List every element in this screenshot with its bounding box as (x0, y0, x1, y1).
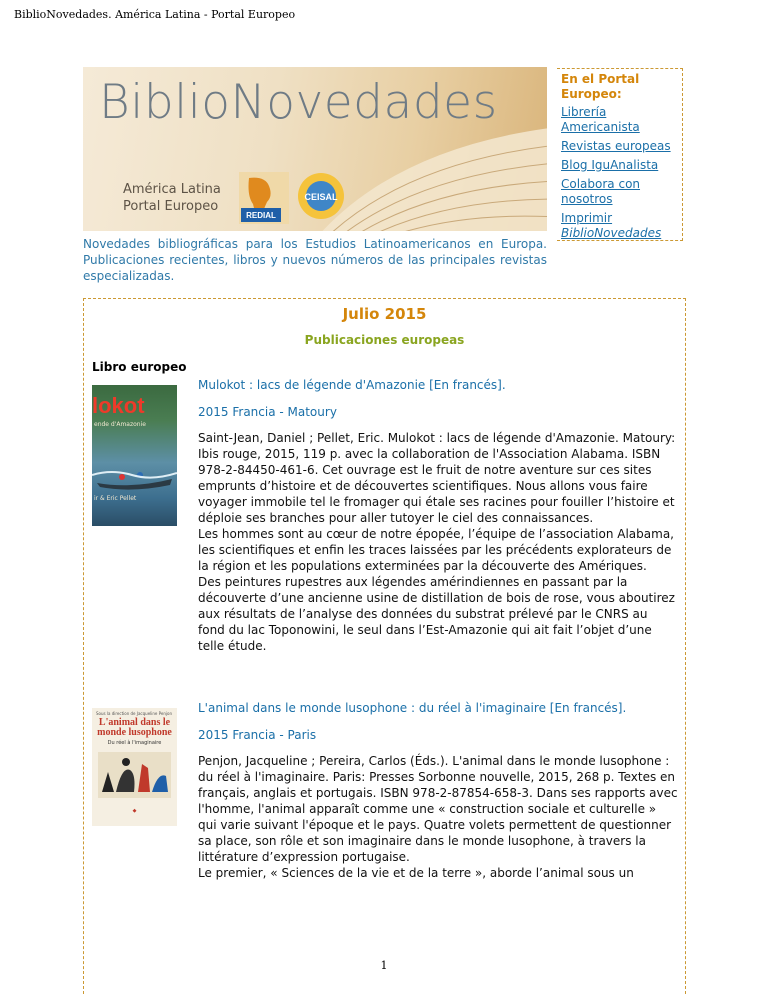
month-heading: Julio 2015 (342, 305, 427, 323)
banner-image (83, 67, 547, 231)
banner-subtitle-line2: Portal Europeo (123, 199, 219, 214)
section-heading: Publicaciones europeas (304, 333, 465, 347)
nav-link-revistas[interactable]: Revistas europeas (561, 139, 671, 153)
canoe-illustration (92, 455, 177, 495)
page-number: 1 (380, 959, 388, 972)
portal-nav (557, 68, 683, 241)
cover-editor: Sous la direction de Jacqueline Penjon (96, 711, 172, 716)
book-entry-animal (198, 700, 678, 881)
cover-title: lokot (92, 393, 145, 418)
book-description (198, 753, 678, 881)
publisher-mark: ◆ (132, 808, 137, 814)
description-paragraph: Les hommes sont au cœur de notre épopée, l’équipe de l’association Alabama, les scientifiques et enfin les traces laissées par les précédents explorateurs de la région et les populations exterminées par la découverte des Amériques. (198, 527, 674, 573)
book-meta: 2015 Francia - Matoury (198, 405, 337, 419)
book-title-link[interactable]: Mulokot : lacs de légende d'Amazonie [En francés]. (198, 378, 506, 392)
book-description (198, 430, 678, 654)
book-cover-mulokot[interactable] (92, 385, 177, 526)
book-cover-animal[interactable] (92, 708, 177, 826)
nav-link-imprimir[interactable] (561, 211, 682, 241)
cover-subtitle: ende d'Amazonie (94, 421, 146, 428)
cover-author: ir & Eric Pellet (94, 495, 137, 502)
content-box (83, 298, 686, 994)
cover-title: L'animal dans le monde lusophone (97, 717, 172, 738)
banner-subtitle-line1: América Latina (123, 182, 221, 197)
book-title-link[interactable]: L'animal dans le monde lusophone : du réel à l'imaginaire [En francés]. (198, 701, 627, 715)
nav-link-imprimir-em: BiblioNovedades (561, 226, 662, 240)
description-paragraph: Saint-Jean, Daniel ; Pellet, Eric. Mulokot : lacs de légende d'Amazonie. Matoury: Ibis rouge, 2015, 119 p. avec la collaboration de l'Association Alabama. ISBN 978-2-84450-461-6. Cet ouvrage est le fruit de notre aventure sur ces sites emprunts d’histoire et de découvertes scientifiques. Nous allons vous faire voyager immobile tel le fromager qui étale ses racines pour fouiller l’histoire et déploie ses branches pour aller tutoyer le ciel des connaissances. (198, 431, 676, 525)
cover-subtitle: Du réel à l'imaginaire (107, 740, 162, 746)
redial-logo-text: REDIAL (246, 211, 276, 220)
ceisal-logo-text: CEISAL (304, 192, 338, 202)
book-entry-mulokot (198, 377, 678, 654)
redial-ceisal-logos (239, 170, 349, 226)
nav-link-colabora[interactable]: Colabora con nosotros (561, 177, 641, 206)
nav-title: En el Portal Europeo: (561, 72, 640, 101)
description-paragraph: Penjon, Jacqueline ; Pereira, Carlos (Éds.). L'animal dans le monde lusophone : du réel à l'imaginaire. Paris: Presses Sorbonne nouvelle, 2015, 268 p. Textes en français, anglais et portugais. ISBN 978-2-87854-658-3. Dans ses rapports avec l'homme, l'animal apparaît comme une « construction sociale et culturelle » qui varie suivant l'époque et le pays. Quatre volets permettent de questionner sa place, son rôle et son imaginaire dans le monde lusophone, à travers la littérature d’expression portugaise. (198, 754, 678, 864)
tagline: Novedades bibliográficas para los Estudios Latinoamericanos en Europa. Publicaciones recientes, libros y nuevos números de las principales revistas especializadas. (83, 237, 547, 283)
print-header: BiblioNovedades. América Latina - Portal Europeo (14, 8, 296, 21)
nav-link-blog[interactable]: Blog IguAnalista (561, 158, 659, 172)
nav-link-imprimir-label: Imprimir (561, 211, 613, 225)
banner-title: BiblioNovedades (99, 75, 498, 130)
nav-link-libreria[interactable]: Librería Americanista (561, 105, 640, 134)
animals-illustration (98, 752, 171, 798)
description-paragraph: Le premier, « Sciences de la vie et de la terre », aborde l’animal sous un (198, 866, 634, 880)
description-paragraph: Des peintures rupestres aux légendes amérindiennes en passant par la découverte d’une ancienne usine de distillation de bois de rose, vous aboutirez aux résultats de l’analyse des données du substrat prélevé par le CNRS au fond du lac Toponowini, le seul dans l’Est-Amazonie qui ait fait l’objet d’une telle étude. (198, 575, 675, 653)
category-label: Libro europeo (92, 360, 187, 374)
book-meta: 2015 Francia - Paris (198, 728, 317, 742)
banner-subtitle (123, 181, 221, 215)
